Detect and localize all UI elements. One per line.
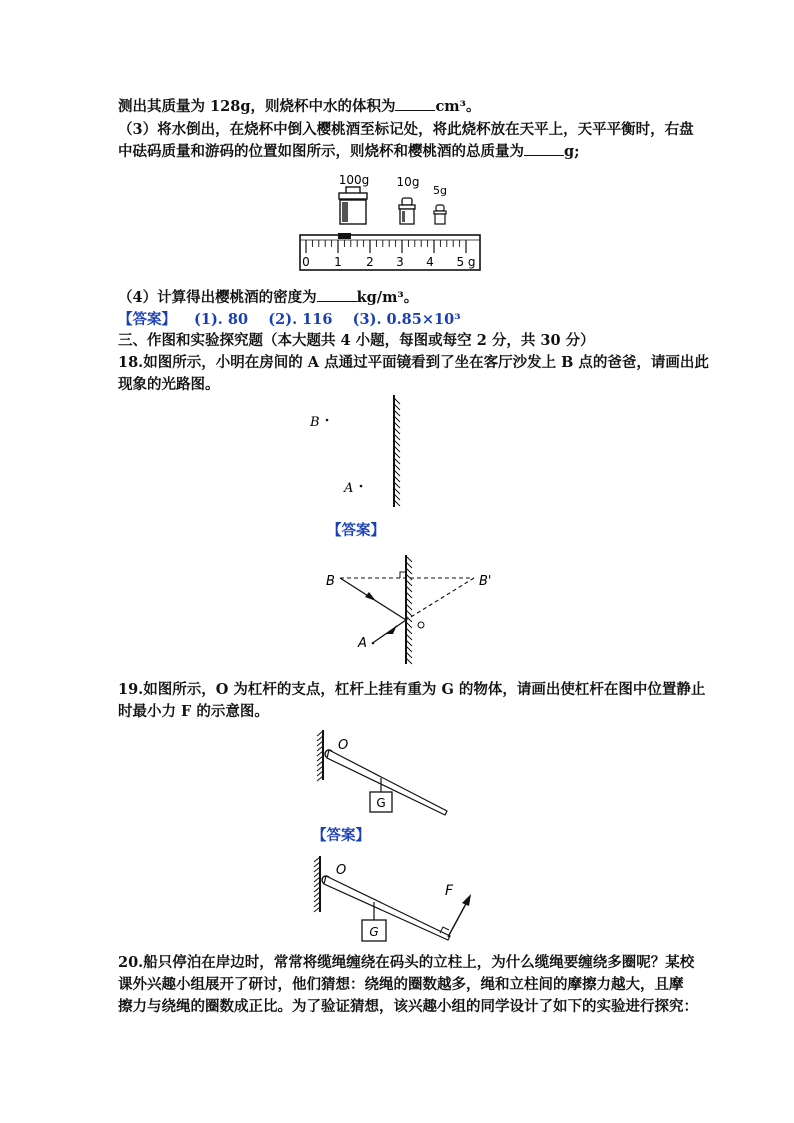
weight-100g-icon (339, 187, 367, 224)
q17-blank-mass[interactable] (524, 143, 564, 156)
force-arrow-icon (462, 894, 471, 906)
incident-arrow-icon (365, 592, 376, 601)
q17-line3 (118, 142, 580, 162)
weight-10g-icon (399, 198, 415, 224)
point-A-label: A (358, 636, 367, 651)
q17-line1-text: 测出其质量为 128g，则烧杯中水的体积为 (118, 98, 396, 115)
q17-line4-unit: kg/m³。 (356, 289, 419, 306)
point-A (372, 642, 375, 645)
reflected-arrow-icon (386, 625, 397, 634)
q17-line2: （3）将水倒出，在烧杯中倒入樱桃酒至标记处，将此烧杯放在天平上，天平平衡时，右盘 (118, 121, 694, 138)
q17-answer (118, 310, 461, 330)
pivot-O-label: O (338, 738, 349, 753)
beam-scale (300, 235, 480, 270)
weight-label-5g: 5g (433, 184, 447, 197)
scale-label-3: 3 (396, 255, 404, 269)
point-B-label: B (310, 415, 320, 430)
weight-5g-icon (434, 205, 446, 224)
point-Bprime-label: B' (479, 574, 492, 589)
scale-label-5: 5 g (456, 255, 476, 269)
scale-label-2: 2 (366, 255, 374, 269)
q17-line3-text: 中砝码质量和游码的位置如图所示，则烧杯和樱桃酒的总质量为 (118, 143, 524, 160)
lever-answer-figure (312, 850, 487, 950)
weight-label-10g: 10g (396, 175, 420, 189)
q19-answer-tag: 【答案】 (312, 827, 370, 844)
weight-G-label: G (376, 796, 386, 810)
force-F-line (448, 900, 468, 937)
scale-label-4: 4 (426, 255, 434, 269)
point-A-label: A (344, 481, 354, 496)
point-O-marker (418, 622, 424, 628)
point-B-label: B (326, 574, 335, 589)
q20-line1: 20.船只停泊在岸边时，常常将缆绳缠绕在码头的立柱上，为什么缆绳要缠绕多圈呢？某校 (118, 954, 695, 971)
q17-blank-density[interactable] (317, 289, 357, 302)
mirror-answer-figure (318, 552, 498, 667)
section-heading: 三、作图和实验探究题（本大题共 4 小题，每图或每空 2 分，共 30 分） (118, 332, 595, 349)
scale-label-1: 1 (334, 255, 342, 269)
force-F-label: F (445, 883, 454, 899)
q17-line4-text: （4）计算得出樱桃酒的密度为 (118, 289, 317, 306)
q18-line2: 现象的光路图。 (118, 376, 220, 393)
weight-label-100g: 100g (338, 173, 370, 187)
q17-line4 (118, 288, 418, 308)
q20-line3: 擦力与绕绳的圈数成正比。为了验证猜想，该兴趣小组的同学设计了如下的实验进行探究： (118, 998, 698, 1015)
q18-line1: 18.如图所示，小明在房间的 A 点通过平面镜看到了坐在客厅沙发上 B 点的爸爸，请画出此 (118, 354, 709, 371)
mirror-figure (300, 390, 420, 515)
answer-text: (1). 80 (2). 116 (3). 0.85×10³ (194, 311, 461, 328)
scale-label-0: 0 (302, 255, 310, 269)
lever-figure (315, 725, 455, 825)
point-A (360, 485, 363, 488)
q17-line3-unit: g; (564, 143, 580, 160)
q19-line2: 时最小力 F 的示意图。 (118, 703, 269, 720)
pivot-O-label: O (336, 863, 347, 878)
balance-figure (296, 168, 486, 276)
rider-slider[interactable] (338, 233, 351, 239)
q17-line1 (118, 97, 480, 117)
q17-blank-volume[interactable] (395, 98, 435, 111)
q17-line1-unit: cm³。 (435, 98, 481, 115)
q19-line1: 19.如图所示，O 为杠杆的支点，杠杆上挂有重为 G 的物体，请画出使杠杆在图中位置静止 (118, 681, 706, 698)
lever-bar (324, 876, 450, 940)
point-B (326, 419, 329, 422)
q18-answer-tag: 【答案】 (327, 522, 385, 539)
dashed-line-BprimeO (406, 578, 474, 620)
weight-G-label: G (369, 925, 379, 939)
q20-line2: 课外兴趣小组展开了研讨，他们猜想：绕绳的圈数越多，绳和立柱间的摩擦力越大，且摩 (118, 976, 684, 993)
answer-tag: 【答案】 (118, 311, 176, 328)
